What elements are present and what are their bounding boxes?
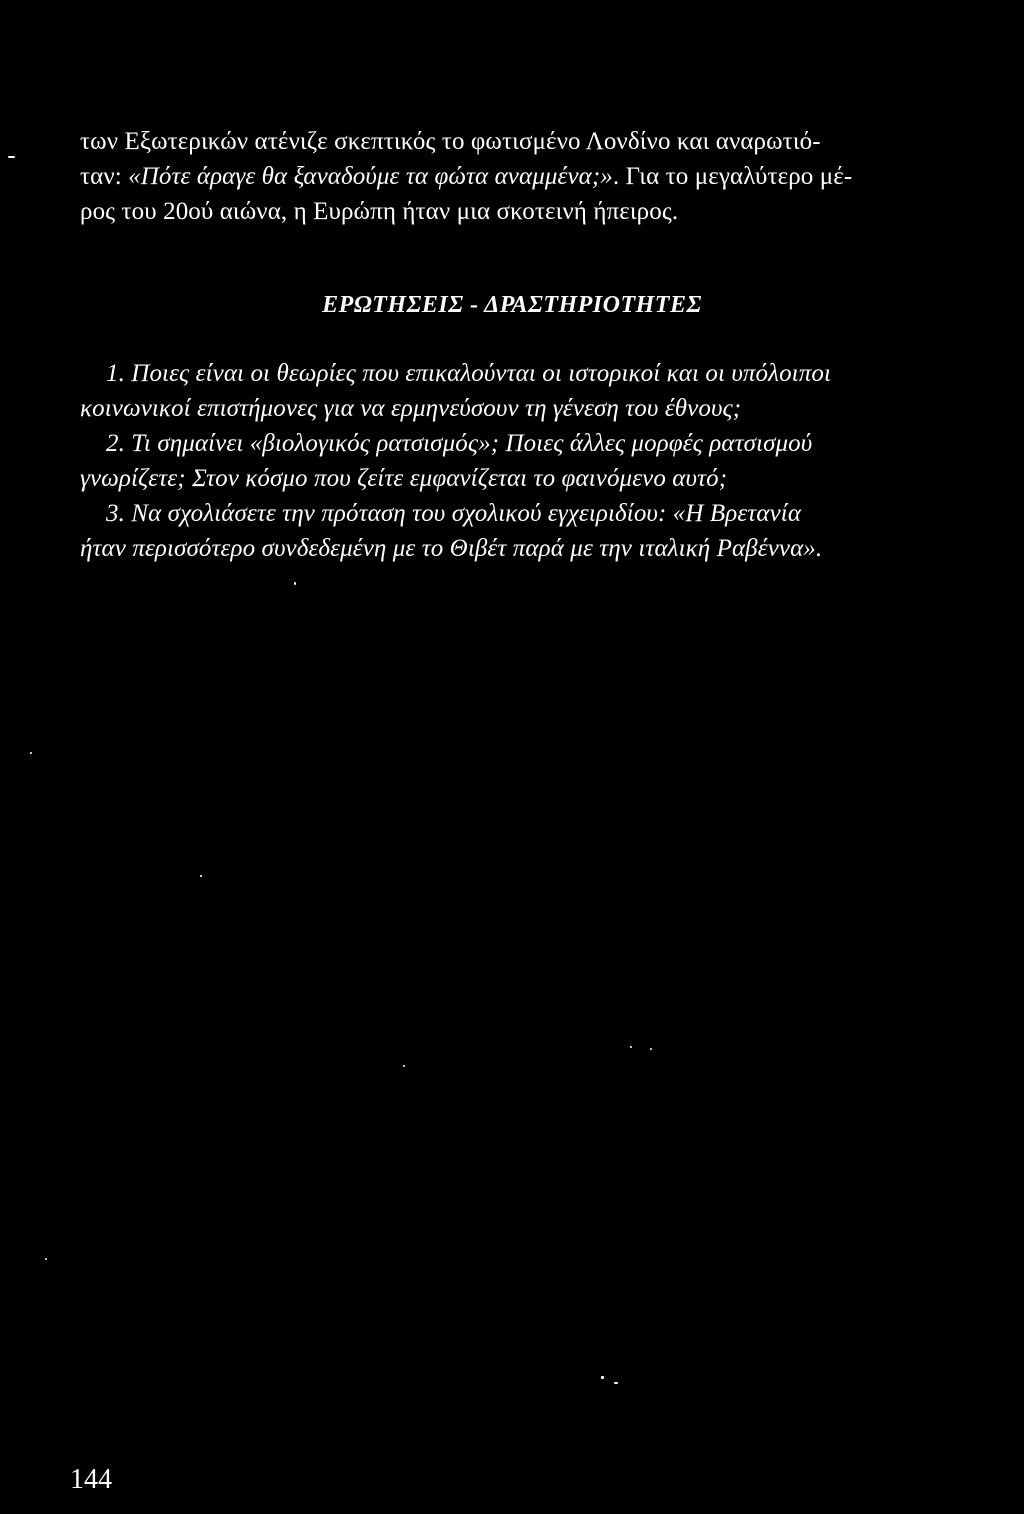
body-text-line-3: ρος του 20ού αιώνα, η Ευρώπη ήταν μια σκοτεινή ήπειρος. bbox=[80, 198, 679, 225]
quote-italic: «Πότε άραγε θα ξαναδούμε τα φώτα αναμμένα;» bbox=[128, 163, 613, 190]
scan-speck bbox=[650, 1048, 652, 1050]
question-2-line-2: γνωρίζετε; Στον κόσμο που ζείτε εμφανίζεται το φαινόμενο αυτό; bbox=[80, 465, 728, 492]
scan-speck bbox=[403, 1065, 405, 1067]
question-1-line-2: κοινωνικοί επιστήμονες για να ερμηνεύσουν τη γένεση του έθνους; bbox=[80, 395, 742, 422]
question-2-line-1: 2. Τι σημαίνει «βιολογικός ρατσισμός»; Ποιες άλλες μορφές ρατσισμού bbox=[106, 430, 813, 457]
body-text-line-1: των Εξωτερικών ατένιζε σκεπτικός το φωτισμένο Λονδίνο και αναρωτιό- bbox=[80, 128, 821, 155]
question-1-line-1: 1. Ποιες είναι οι θεωρίες που επικαλούνται οι ιστορικοί και οι υπόλοιποι bbox=[106, 360, 831, 387]
scan-speck bbox=[614, 1382, 618, 1384]
question-3-line-1: 3. Να σχολιάσετε την πρόταση του σχολικού εγχειριδίου: «Η Βρετανία bbox=[106, 500, 802, 527]
scan-speck bbox=[294, 582, 296, 585]
scan-speck bbox=[30, 752, 32, 754]
scan-speck bbox=[45, 1258, 47, 1260]
scan-speck bbox=[601, 1376, 604, 1379]
scan-speck bbox=[200, 875, 202, 877]
scan-speck bbox=[630, 1046, 632, 1048]
question-3-line-2: ήταν περισσότερο συνδεδεμένη με το Θιβέτ παρά με την ιταλική Ραβέννα». bbox=[80, 535, 823, 562]
section-heading: ΕΡΩΤΗΣΕΙΣ - ΔΡΑΣΤΗΡΙΟΤΗΤΕΣ bbox=[322, 292, 702, 318]
body-text-line-2-end: . Για το μεγαλύτερο μέ- bbox=[612, 163, 853, 190]
body-text-line-2 bbox=[80, 159, 852, 195]
scan-dash-mark bbox=[8, 156, 15, 158]
body-text-line-2-start: ταν: bbox=[80, 163, 129, 190]
page-number: 144 bbox=[70, 1464, 112, 1495]
